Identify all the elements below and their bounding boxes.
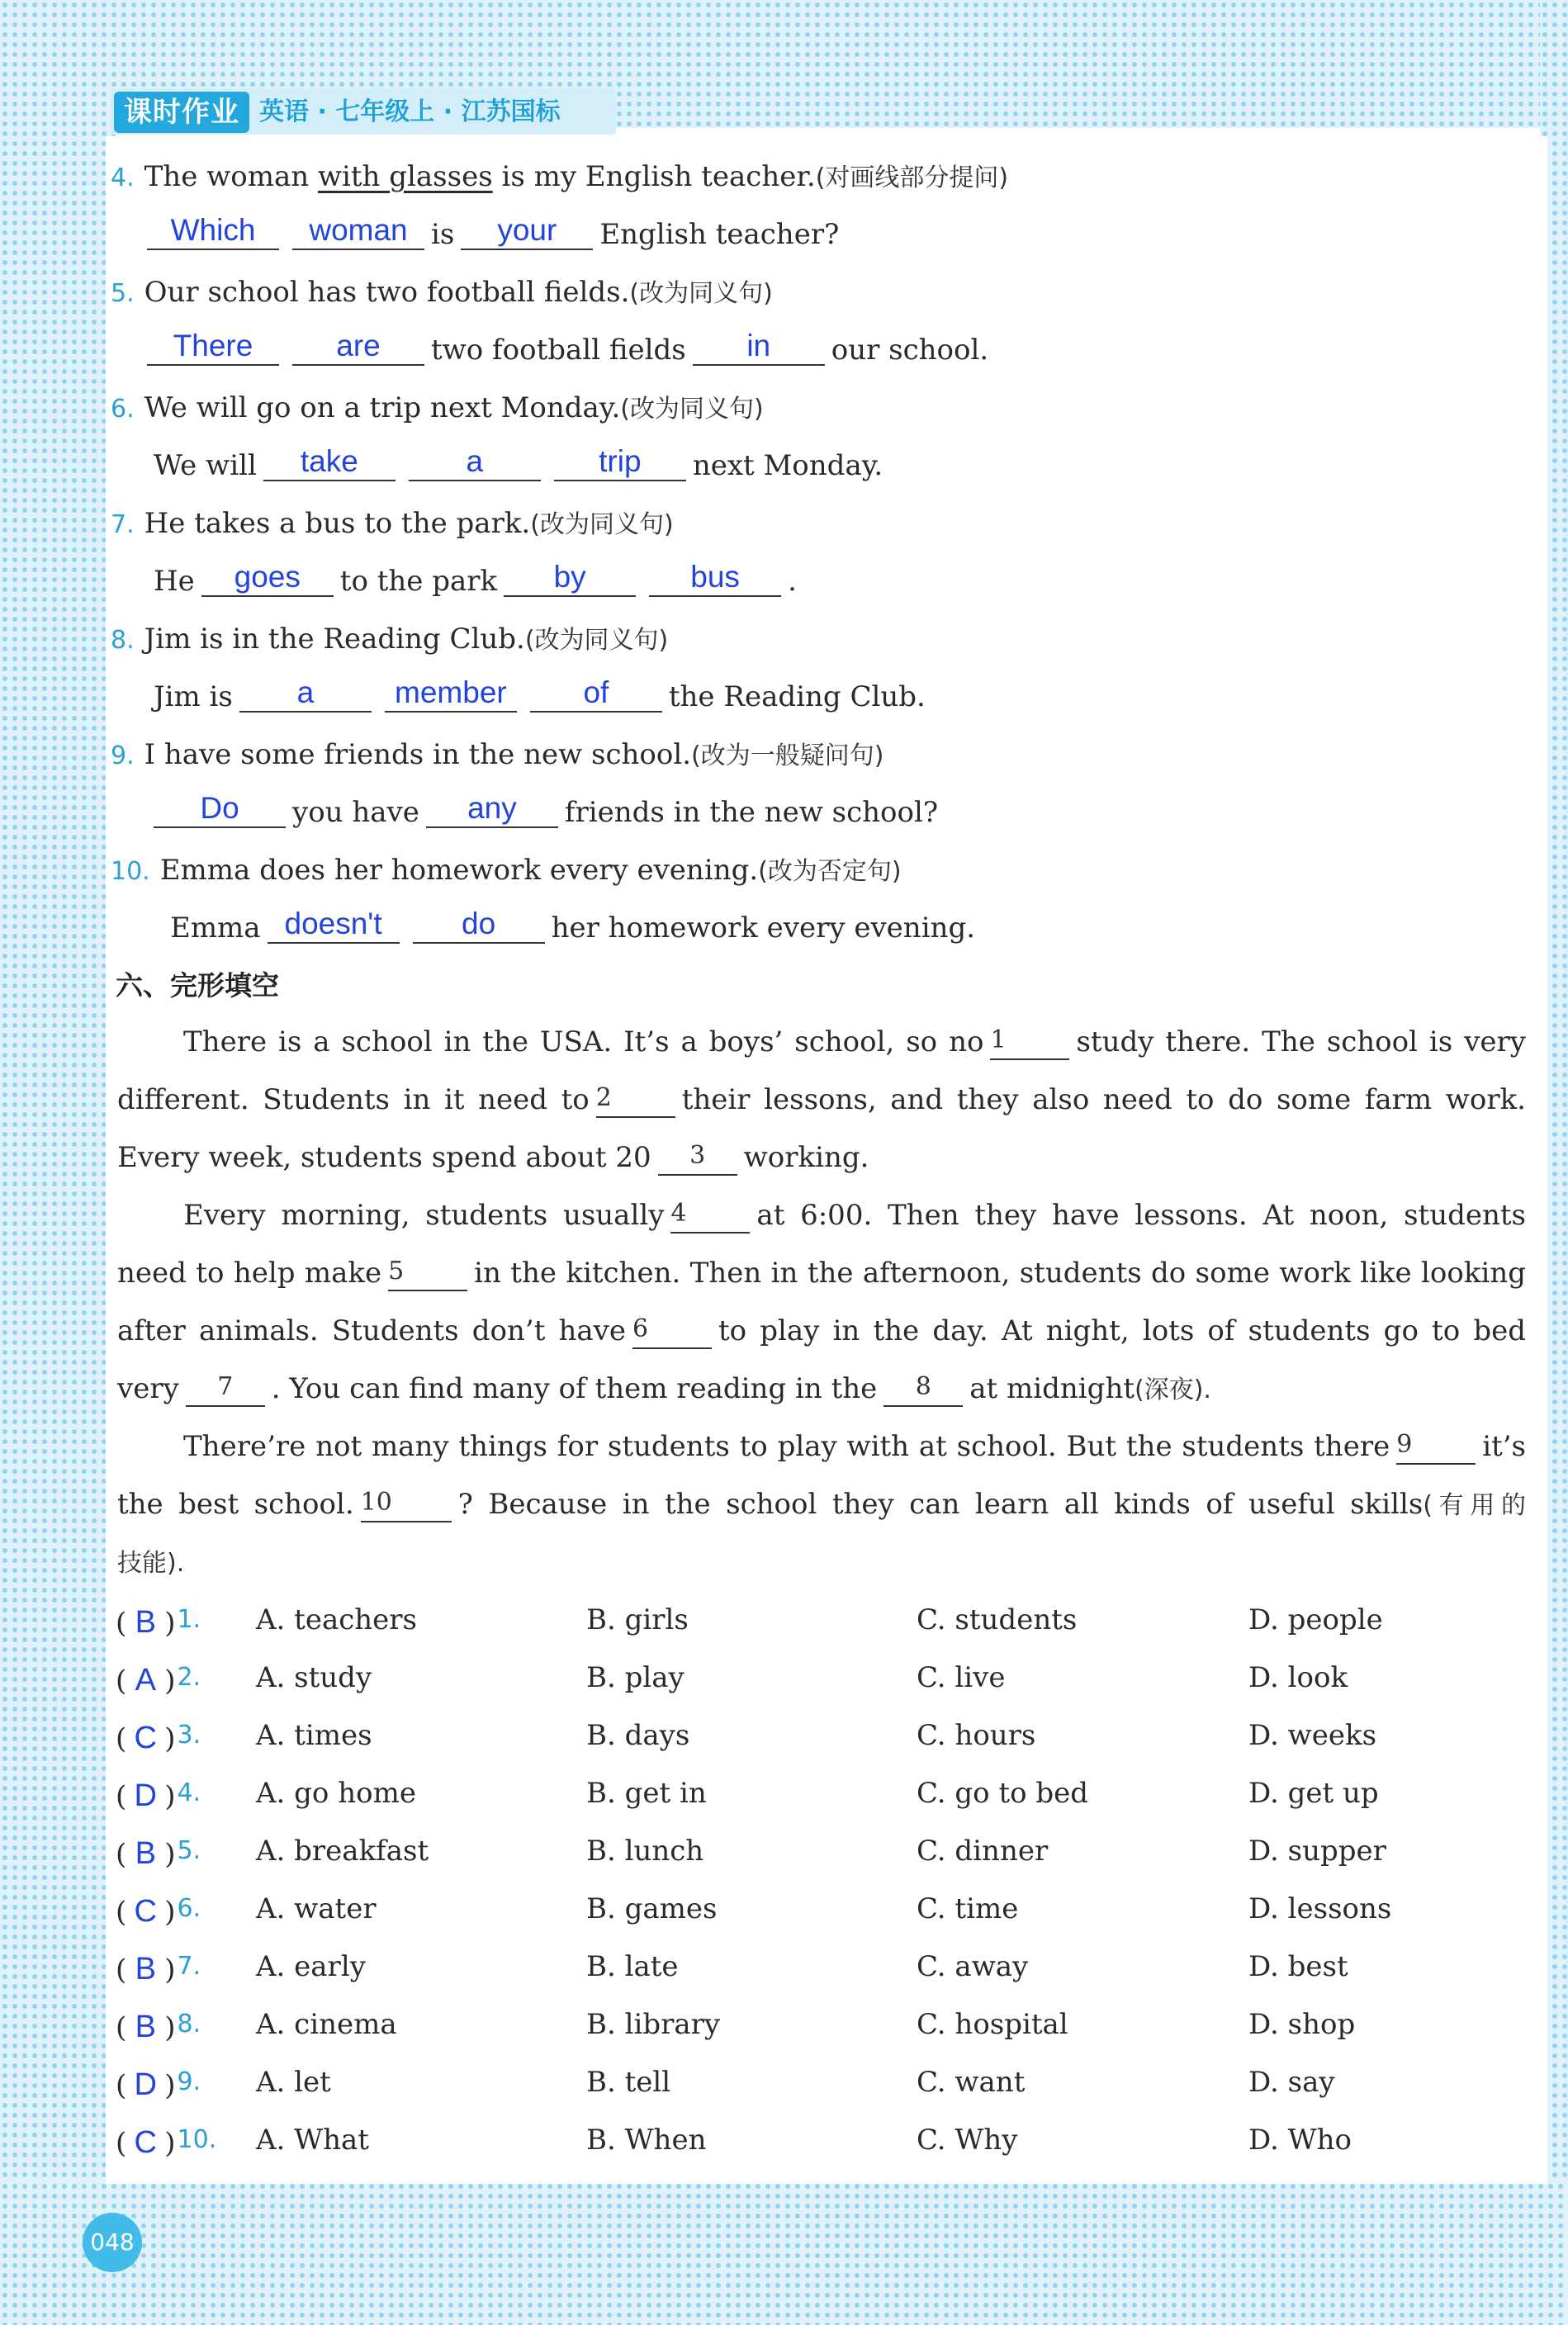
- answer-text: two football fields: [431, 334, 686, 367]
- cloze-blank[interactable]: 6: [632, 1311, 712, 1349]
- instruction: (改为同义句): [620, 395, 764, 424]
- cloze-text: after animals. Students don’t have: [117, 1314, 627, 1347]
- answer-paren: ( B )8.: [116, 2000, 201, 2053]
- option-number: 7.: [177, 1952, 201, 1981]
- cloze-text: (深夜).: [1135, 1376, 1211, 1404]
- option-b[interactable]: B. When: [586, 2124, 707, 2157]
- option-b[interactable]: B. play: [586, 1661, 685, 1694]
- cloze-line: [117, 1537, 184, 1589]
- answer-line-5: [147, 325, 988, 375]
- option-number: 8.: [177, 2010, 201, 2039]
- brand-logo: 课时作业: [114, 92, 249, 133]
- cloze-blank[interactable]: 7: [186, 1369, 265, 1407]
- answer-blank[interactable]: any: [426, 790, 558, 828]
- cloze-blank[interactable]: 2: [596, 1080, 675, 1118]
- cloze-blank[interactable]: 1: [990, 1022, 1069, 1060]
- option-number: 3.: [177, 1721, 201, 1750]
- option-a[interactable]: A. What: [256, 2124, 369, 2157]
- option-c[interactable]: C. want: [917, 2066, 1026, 2099]
- option-a[interactable]: A. early: [256, 1950, 366, 1983]
- choice-answer[interactable]: B: [135, 1952, 156, 1986]
- option-number: 1.: [177, 1605, 201, 1634]
- option-b[interactable]: B. games: [586, 1892, 718, 1925]
- choice-answer[interactable]: C: [134, 1894, 157, 1929]
- question-number: 9.: [111, 741, 135, 770]
- section-title: 六、完形填空: [116, 969, 279, 1002]
- answer-paren: ( B )7.: [116, 1942, 201, 1995]
- answer-blank[interactable]: goes: [201, 559, 334, 597]
- answer-line-7: [154, 556, 797, 606]
- question-9: [111, 730, 883, 781]
- question-number: 5.: [111, 279, 135, 308]
- answer-paren: ( B )1.: [116, 1595, 201, 1648]
- option-a[interactable]: A. go home: [256, 1777, 416, 1810]
- cloze-text: 技能).: [117, 1549, 185, 1578]
- option-d[interactable]: D. look: [1248, 1661, 1348, 1694]
- question-number: 6.: [111, 395, 135, 424]
- answer-paren: ( D )9.: [116, 2057, 201, 2110]
- option-c[interactable]: C. Why: [917, 2124, 1018, 2157]
- cloze-text: Every week, students spend about 20: [117, 1141, 651, 1174]
- cloze-blank[interactable]: 8: [883, 1369, 963, 1407]
- choice-answer[interactable]: B: [135, 2010, 156, 2044]
- option-a[interactable]: A. water: [256, 1892, 377, 1925]
- answer-blank[interactable]: by: [504, 559, 636, 597]
- question-7: [111, 499, 674, 550]
- answer-blank[interactable]: a: [239, 675, 372, 713]
- answer-text: Emma: [170, 912, 261, 945]
- cloze-text: very: [117, 1372, 179, 1405]
- answer-blank[interactable]: doesn't: [268, 906, 400, 944]
- option-number: 5.: [177, 1836, 201, 1865]
- bottom-dotted-border: [0, 2181, 1568, 2325]
- question-text: Jim is in the Reading Club.: [144, 623, 525, 656]
- answer-text: her homework every evening.: [551, 912, 976, 945]
- answer-paren: ( C )3.: [116, 1711, 201, 1764]
- left-dotted-border: [0, 0, 116, 2325]
- cloze-text: at 6:00. Then they have lessons. At noon, students: [756, 1199, 1527, 1232]
- cloze-text: in the kitchen. Then in the afternoon, students do some work like looking: [474, 1257, 1526, 1290]
- answer-blank[interactable]: are: [292, 328, 424, 366]
- option-b[interactable]: B. get in: [586, 1777, 707, 1810]
- cloze-blank[interactable]: 9: [1396, 1427, 1476, 1465]
- page-number: 048: [83, 2213, 142, 2272]
- option-b[interactable]: B. tell: [586, 2066, 671, 2099]
- question-text: is my English teacher.: [492, 160, 816, 193]
- answer-paren: ( C )10.: [116, 2115, 216, 2168]
- answer-text: next Monday.: [692, 449, 883, 482]
- answer-blank[interactable]: your: [461, 212, 593, 250]
- option-c[interactable]: C. live: [917, 1661, 1006, 1694]
- answer-line-10: [170, 903, 975, 953]
- answer-blank[interactable]: woman: [292, 212, 424, 250]
- answer-line-9: [154, 788, 938, 837]
- answer-blank[interactable]: Which: [147, 212, 279, 250]
- option-a[interactable]: A. teachers: [256, 1603, 417, 1636]
- cloze-line: [117, 1248, 1526, 1298]
- option-d[interactable]: D. lessons: [1248, 1892, 1392, 1925]
- cloze-text: There’re not many things for students to play with at school. But the students there: [183, 1430, 1390, 1463]
- cloze-line: [117, 1480, 1526, 1531]
- option-number: 9.: [177, 2067, 201, 2096]
- choice-answer[interactable]: A: [135, 1663, 156, 1698]
- instruction: (改为一般疑问句): [691, 741, 884, 770]
- option-d[interactable]: D. shop: [1248, 2008, 1356, 2041]
- answer-text: is: [431, 218, 455, 251]
- option-b[interactable]: B. lunch: [586, 1835, 704, 1868]
- option-d[interactable]: D. people: [1248, 1603, 1383, 1636]
- answer-line-8: [154, 672, 926, 722]
- choice-answer[interactable]: D: [134, 2067, 157, 2102]
- cloze-blank[interactable]: 3: [658, 1138, 737, 1176]
- question-text: The woman: [144, 160, 318, 193]
- cloze-text: working.: [743, 1141, 869, 1174]
- choice-answer[interactable]: D: [134, 1778, 157, 1813]
- option-d[interactable]: D. best: [1248, 1950, 1348, 1983]
- answer-paren: ( D )4.: [116, 1769, 201, 1821]
- cloze-text: at midnight: [969, 1372, 1135, 1405]
- answer-blank[interactable]: There: [147, 328, 279, 366]
- option-a[interactable]: A. breakfast: [256, 1835, 429, 1868]
- option-d[interactable]: D. Who: [1248, 2124, 1352, 2157]
- answer-blank[interactable]: Do: [154, 790, 286, 828]
- answer-blank[interactable]: bus: [649, 559, 781, 597]
- option-c[interactable]: C. away: [917, 1950, 1029, 1983]
- answer-text: He: [154, 565, 195, 598]
- answer-text: friends in the new school?: [564, 796, 939, 829]
- answer-paren: ( C )6.: [116, 1884, 201, 1937]
- option-a[interactable]: A. let: [256, 2066, 331, 2099]
- question-number: 4.: [111, 163, 135, 192]
- option-number: 2.: [177, 1663, 201, 1692]
- question-5: [111, 268, 773, 319]
- cloze-line: [117, 1133, 869, 1182]
- option-c[interactable]: C. students: [917, 1603, 1078, 1636]
- question-text: He takes a bus to the park.: [144, 507, 531, 540]
- answer-text: .: [788, 565, 797, 598]
- question-4: [111, 152, 1008, 203]
- option-d[interactable]: D. supper: [1248, 1835, 1386, 1868]
- question-text: I have some friends in the new school.: [144, 738, 692, 771]
- cloze-blank[interactable]: 4: [670, 1196, 750, 1234]
- cloze-text: need to help make: [117, 1257, 382, 1290]
- instruction: (改为同义句): [524, 626, 669, 655]
- cloze-line: [117, 1364, 1211, 1415]
- answer-text: you have: [292, 796, 419, 829]
- instruction: (改为同义句): [629, 279, 773, 308]
- cloze-line: [117, 1075, 1526, 1125]
- option-c[interactable]: C. go to bed: [917, 1777, 1089, 1810]
- cloze-text: their lessons, and they also need to do some farm work.: [681, 1083, 1526, 1116]
- cloze-text: There is a school in the USA. It’s a boys’ school, so no: [183, 1025, 984, 1058]
- option-b[interactable]: B. late: [586, 1950, 679, 1983]
- cloze-line: [117, 1017, 1526, 1067]
- choice-answer[interactable]: B: [135, 1605, 156, 1640]
- cloze-blank[interactable]: 10: [361, 1484, 452, 1522]
- cloze-text: it’s: [1482, 1430, 1526, 1463]
- answer-text: our school.: [831, 334, 989, 367]
- question-text: Our school has two football fields.: [144, 276, 630, 309]
- answer-blank[interactable]: do: [413, 906, 545, 944]
- option-d[interactable]: D. say: [1248, 2066, 1335, 2099]
- answer-line-6: [154, 441, 883, 490]
- answer-blank[interactable]: a: [409, 443, 541, 481]
- answer-blank[interactable]: of: [530, 675, 662, 713]
- option-number: 4.: [177, 1778, 201, 1807]
- answer-text: to the park: [339, 565, 498, 598]
- cloze-blank[interactable]: 5: [388, 1253, 467, 1291]
- answer-paren: ( B )5.: [116, 1826, 201, 1879]
- question-10: [111, 845, 902, 897]
- answer-paren: ( A )2.: [116, 1653, 201, 1706]
- option-a[interactable]: A. study: [256, 1661, 372, 1694]
- book-title: 英语 · 七年级上 · 江苏国标: [259, 97, 561, 126]
- choice-answer[interactable]: C: [134, 2125, 157, 2160]
- question-8: [111, 614, 668, 665]
- option-c[interactable]: C. hours: [917, 1719, 1036, 1752]
- instruction: (改为同义句): [530, 510, 674, 539]
- instruction: (改为否定句): [758, 857, 902, 886]
- option-c[interactable]: C. dinner: [917, 1835, 1049, 1868]
- question-text: We will go on a trip next Monday.: [144, 391, 621, 424]
- cloze-text: Every morning, students usually: [183, 1199, 665, 1232]
- answer-blank[interactable]: member: [385, 675, 517, 713]
- cloze-text: (有用的: [1423, 1491, 1526, 1520]
- instruction: (对画线部分提问): [815, 163, 1009, 192]
- answer-text: We will: [154, 449, 257, 482]
- answer-blank[interactable]: trip: [554, 443, 686, 481]
- cloze-text: the best school.: [117, 1488, 354, 1521]
- question-number: 10.: [111, 857, 150, 886]
- answer-blank[interactable]: in: [693, 328, 825, 366]
- option-b[interactable]: B. library: [586, 2008, 721, 2041]
- cloze-text: different. Students in it need to: [117, 1083, 590, 1116]
- answer-line-4: [147, 210, 839, 259]
- option-b[interactable]: B. days: [586, 1719, 690, 1752]
- cloze-line: [117, 1306, 1526, 1356]
- answer-text: Jim is: [154, 680, 233, 713]
- option-a[interactable]: A. times: [256, 1719, 372, 1752]
- cloze-text: . You can find many of them reading in the: [271, 1372, 878, 1405]
- option-d[interactable]: D. get up: [1248, 1777, 1379, 1810]
- option-a[interactable]: A. cinema: [256, 2008, 397, 2041]
- cloze-line: [117, 1191, 1526, 1240]
- option-c[interactable]: C. time: [917, 1892, 1019, 1925]
- cloze-text: to play in the day. At night, lots of students go to bed: [718, 1314, 1526, 1347]
- underlined-phrase: with glasses: [317, 160, 493, 193]
- option-c[interactable]: C. hospital: [917, 2008, 1068, 2041]
- answer-text: English teacher?: [599, 218, 840, 251]
- answer-text: the Reading Club.: [668, 680, 926, 713]
- choice-answer[interactable]: B: [135, 1836, 156, 1871]
- question-number: 8.: [111, 626, 135, 655]
- choice-answer[interactable]: C: [134, 1721, 157, 1755]
- option-number: 6.: [177, 1894, 201, 1923]
- option-b[interactable]: B. girls: [586, 1603, 689, 1636]
- option-d[interactable]: D. weeks: [1248, 1719, 1377, 1752]
- question-text: Emma does her homework every evening.: [159, 854, 759, 887]
- answer-blank[interactable]: take: [263, 443, 396, 481]
- question-number: 7.: [111, 510, 135, 539]
- option-number: 10.: [177, 2125, 217, 2154]
- question-6: [111, 383, 764, 434]
- cloze-line: [117, 1422, 1526, 1471]
- cloze-text: ? Because in the school they can learn all kinds of useful skills: [457, 1488, 1424, 1521]
- cloze-text: study there. The school is very: [1076, 1025, 1526, 1058]
